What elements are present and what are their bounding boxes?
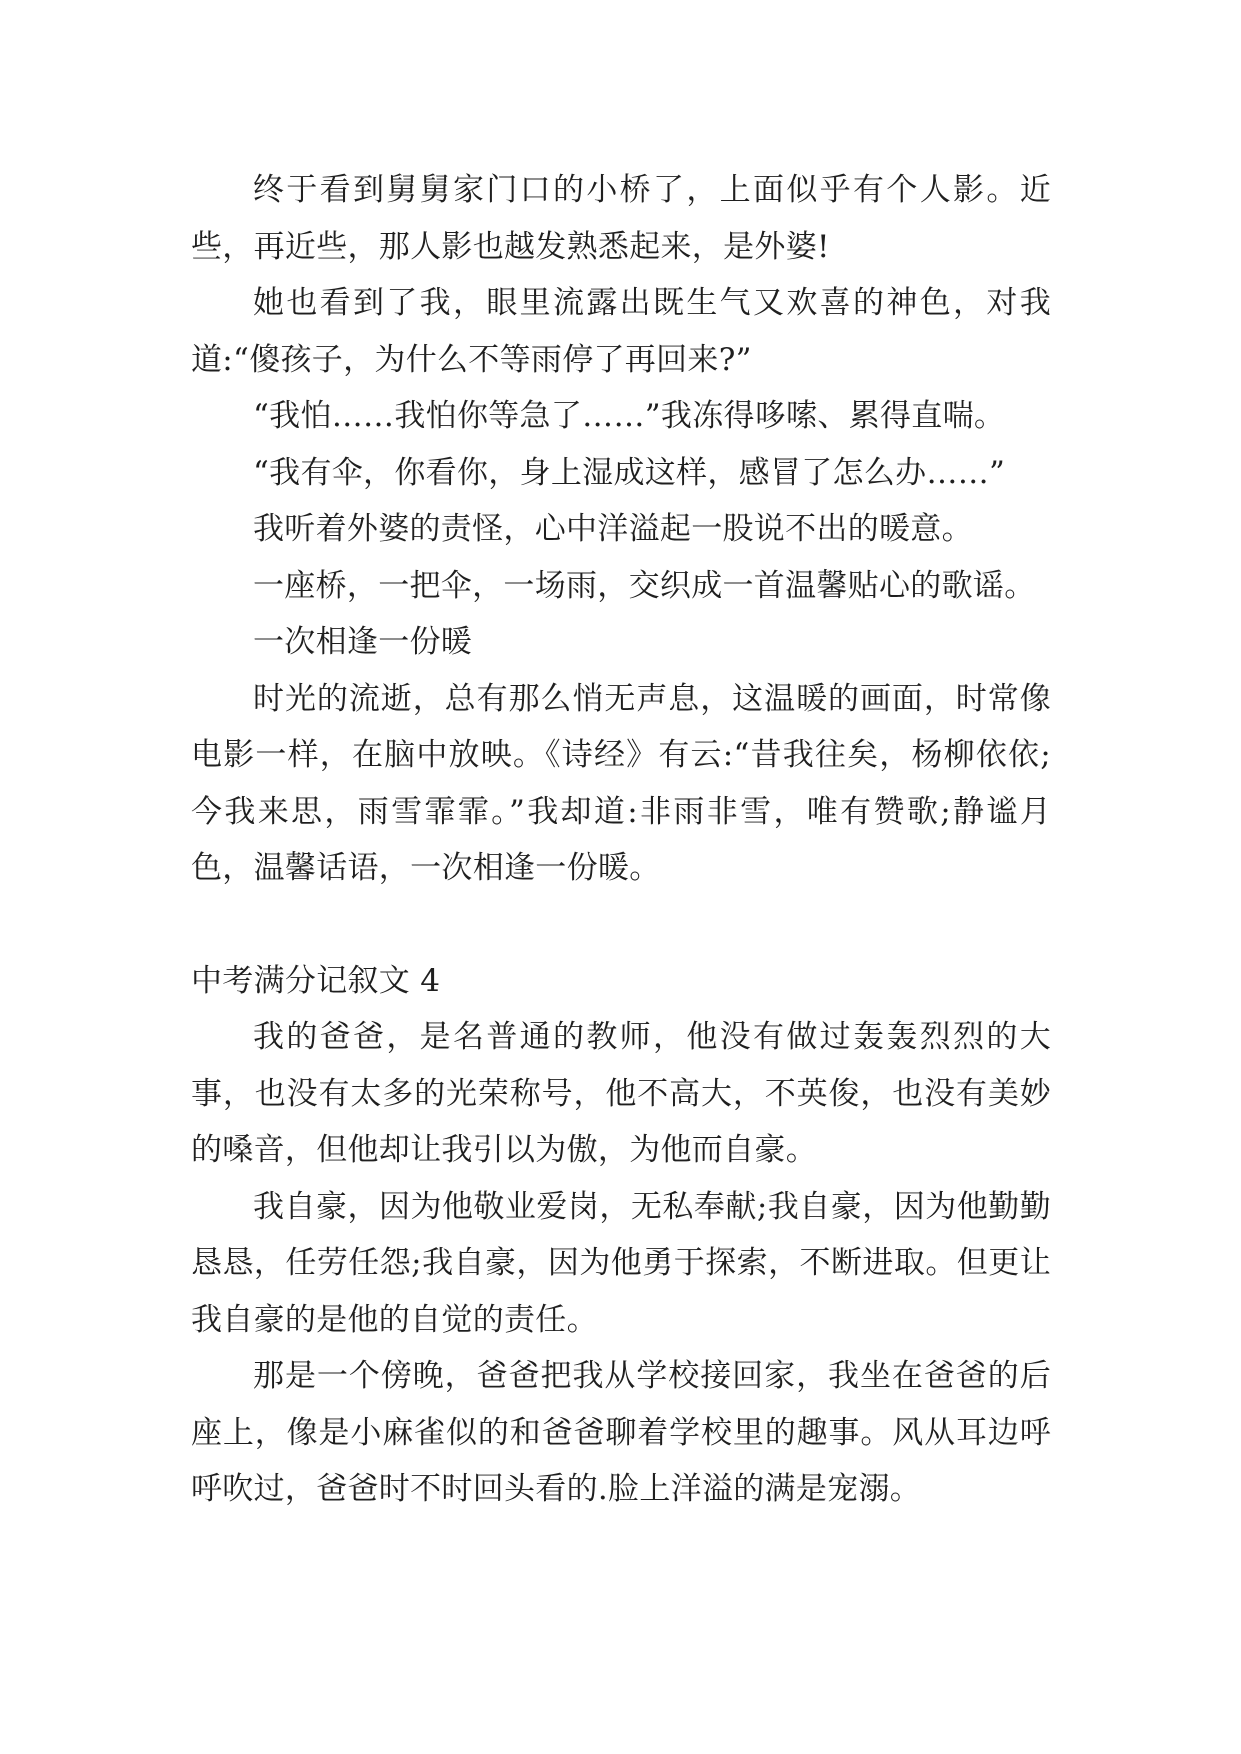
paragraph-proud: 我自豪，因为他敬业爱岗，无私奉献;我自豪，因为他勤勤恳恳，任劳任怨;我自豪，因为他勇于探索，不断进取。但更让我自豪的是他的自觉的责任。	[191, 1188, 1051, 1338]
subheading-encounter: 一次相逢一份暖	[253, 624, 473, 660]
paragraph-warmth: 我听着外婆的责怪，心中洋溢起一股说不出的暖意。	[253, 511, 973, 547]
paragraph-bridge-umbrella-rain: 一座桥，一把伞，一场雨，交织成一首温馨贴心的歌谣。	[253, 567, 1036, 604]
essay-heading: 中考满分记叙文 4	[191, 962, 441, 999]
paragraph-grandma-sees: 她也看到了我，眼里流露出既生气又欢喜的神色，对我道:“傻孩子，为什么不等雨停了再回来?”	[191, 285, 1051, 378]
paragraph-dialogue-umbrella: “我有伞，你看你，身上湿成这样，感冒了怎么办……”	[253, 454, 1006, 491]
paragraph-evening: 那是一个傍晚，爸爸把我从学校接回家，我坐在爸爸的后座上，像是小麻雀似的和爸爸聊着学校里的趣事。风从耳边呼呼吹过，爸爸时不时回头看的.脸上洋溢的满是宠溺。	[191, 1358, 1051, 1507]
paragraph-time-passing: 时光的流逝，总有那么悄无声息，这温暖的画面，时常像电影一样，在脑中放映。《诗经》有云:“昔我往矣，杨柳依依;今我来思，雨雪霏霏。”我却道:非雨非雪，唯有赞歌;静谧月色，温馨话语，一次相逢一份暖。	[191, 680, 1051, 886]
section-gap	[191, 897, 1051, 953]
document-body	[191, 162, 1051, 1518]
paragraph-bridge: 终于看到舅舅家门口的小桥了，上面似乎有个人影。近些，再近些，那人影也越发熟悉起来，是外婆!	[191, 172, 1051, 265]
paragraph-father-teacher: 我的爸爸，是名普通的教师，他没有做过轰轰烈烈的大事，也没有太多的光荣称号，他不高大，不英俊，也没有美妙的嗓音，但他却让我引以为傲，为他而自豪。	[191, 1019, 1051, 1168]
paragraph-dialogue-afraid: “我怕……我怕你等急了……”我冻得哆嗦、累得直喘。	[253, 398, 1006, 434]
